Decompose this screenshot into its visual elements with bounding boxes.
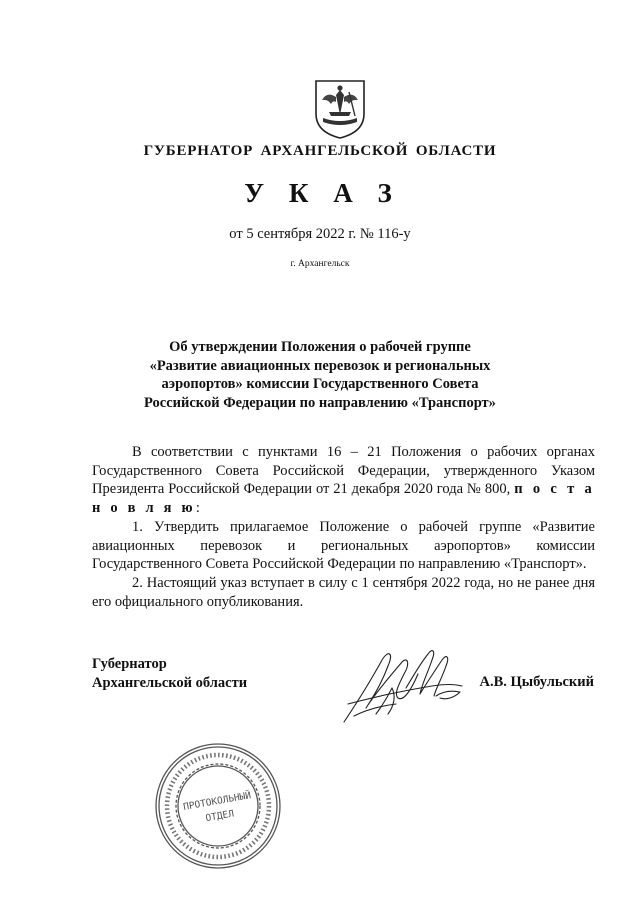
document-date-number: от 5 сентября 2022 г. № 116-у: [229, 226, 411, 242]
handwritten-signature-icon: [336, 634, 472, 730]
document-title: [120, 338, 520, 412]
document-type: У К А З: [244, 178, 396, 208]
title-line: аэропортов» комиссии Государственного Совета: [161, 376, 479, 392]
decree-word: п о с т а н о в л я ю: [92, 481, 596, 517]
document-body: [92, 443, 595, 611]
official-round-stamp-icon: [152, 740, 284, 872]
decree-colon: :: [195, 500, 200, 517]
body-intro-paragraph: [92, 443, 595, 518]
position-line: Губернатор: [92, 656, 167, 672]
coat-of-arms-icon: [313, 78, 367, 140]
intro-text: В соответствии с пунктами 16 – 21 Положения о рабочих органах Государственного Совета Российской Федерации, утвержденного Указом Президента Российской Федерации от 21 декабря 2020 года № 800,: [92, 444, 595, 498]
body-item-2: 2. Настоящий указ вступает в силу с 1 сентября 2022 года, но не ранее дня его официального опубликования.: [92, 574, 595, 610]
signatory-position: [92, 655, 247, 693]
stamp-center-line: ОТДЕЛ: [204, 808, 235, 825]
title-line: Российской Федерации по направлению «Транспорт»: [144, 394, 496, 411]
title-line: «Развитие авиационных перевозок и региональных: [149, 357, 491, 374]
title-line: Об утверждении Положения о рабочей группе: [169, 339, 471, 355]
position-line: Архангельской области: [92, 675, 248, 691]
body-item-1: 1. Утвердить прилагаемое Положение о рабочей группе «Развитие авиационных перевозок и региональных аэропортов» комиссии Государственного Совета Российской Федерации по направлению «Транспорт».: [92, 518, 595, 573]
issuing-authority: ГУБЕРНАТОР АРХАНГЕЛЬСКОЙ ОБЛАСТИ: [143, 143, 497, 159]
document-city: г. Архангельск: [290, 259, 350, 269]
stamp-center-line: ПРОТОКОЛЬНЫЙ: [182, 790, 252, 813]
signatory-name: А.В. Цыбульский: [479, 674, 594, 690]
